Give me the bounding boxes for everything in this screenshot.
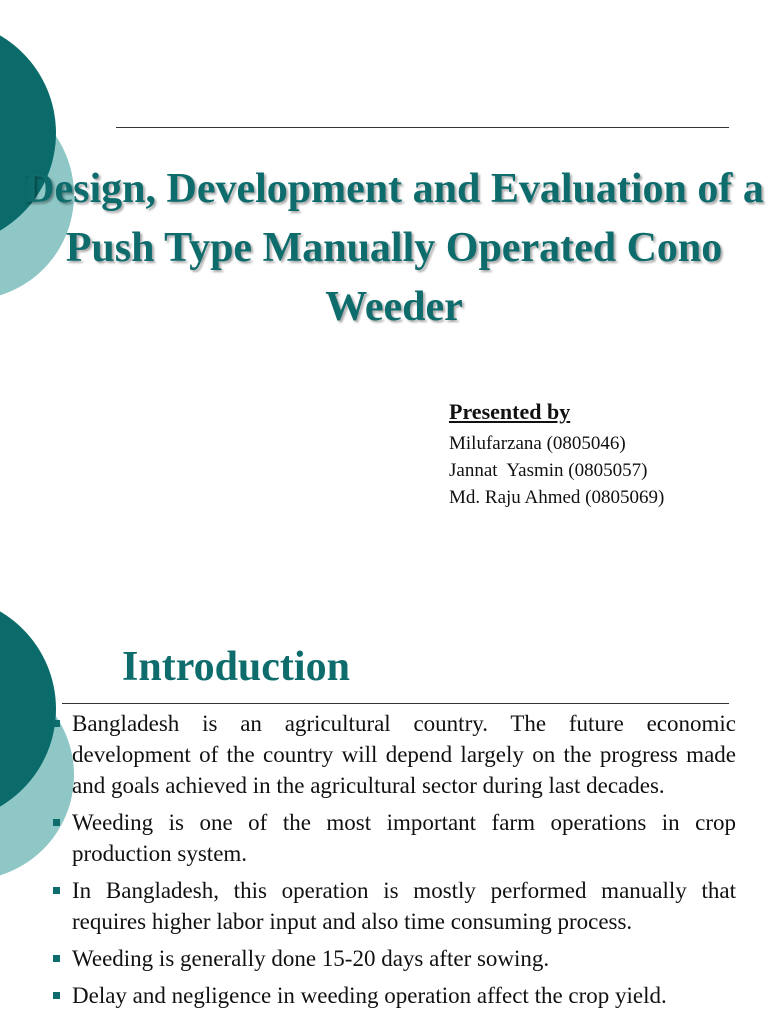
square-bullet-icon [53, 887, 60, 894]
bullet-item [50, 980, 736, 1011]
bullet-item [50, 807, 736, 869]
bullet-text: Weeding is one of the most important farm operations in crop production system. [72, 810, 736, 866]
heading-underline-rule [62, 703, 729, 704]
bullet-text: In Bangladesh, this operation is mostly performed manually that requires higher labor input and also time consuming process. [72, 878, 736, 934]
bullet-text: Delay and negligence in weeding operation affect the crop yield. [72, 983, 667, 1008]
presenter-name: Jannat Yasmin (0805057) [449, 460, 648, 481]
presenters-block [449, 398, 749, 511]
slide-title: Design, Development and Evaluation of a Push Type Manually Operated Cono Weeder [24, 166, 764, 330]
title-top-rule [116, 127, 729, 128]
bullet-item [50, 875, 736, 937]
introduction-slide [0, 580, 768, 1024]
bullet-list [50, 708, 736, 1017]
section-heading: Introduction [122, 644, 350, 690]
bullet-item [50, 708, 736, 801]
bullet-text: Weeding is generally done 15-20 days after sowing. [72, 946, 550, 971]
bullet-item [50, 943, 736, 974]
square-bullet-icon [53, 955, 60, 962]
presenter-name: Milufarzana (0805046) [449, 433, 626, 454]
presenters-heading: Presented by [449, 399, 571, 424]
square-bullet-icon [53, 720, 60, 727]
square-bullet-icon [53, 819, 60, 826]
square-bullet-icon [53, 992, 60, 999]
bullet-text: Bangladesh is an agricultural country. The future economic development of the country will depend largely on the progress made and goals achieved in the agricultural sector during last decades. [72, 711, 736, 798]
presenter-name: Md. Raju Ahmed (0805069) [449, 487, 665, 508]
